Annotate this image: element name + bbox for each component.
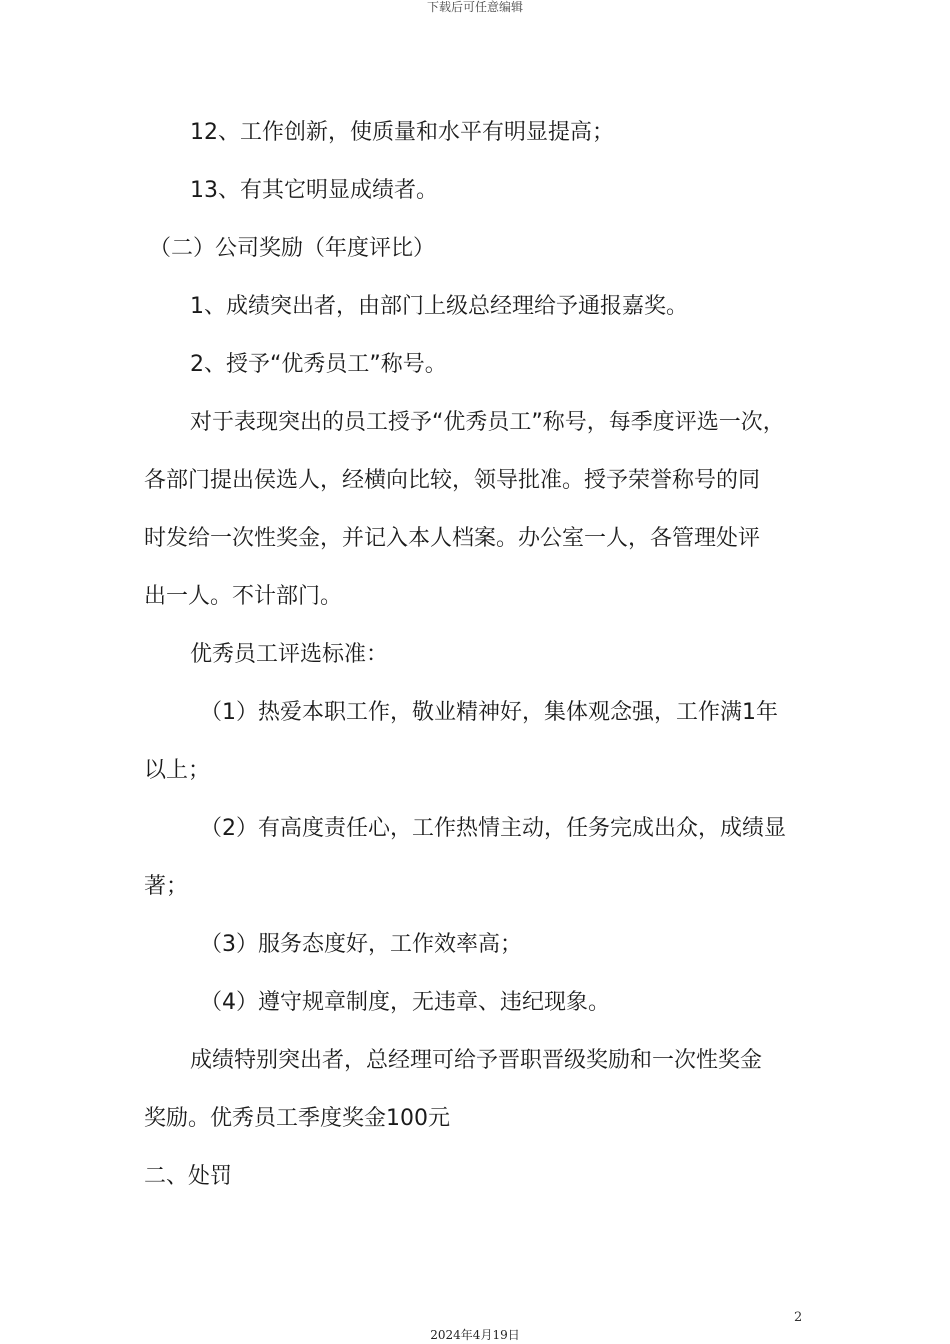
paragraph-line: 出一人。不计部门。 bbox=[144, 584, 343, 609]
criteria-item: （1）热爱本职工作，敬业精神好，集体观念强，工作满1年 bbox=[200, 700, 778, 725]
criteria-item: （3）服务态度好，工作效率高； bbox=[200, 932, 522, 957]
paragraph-line: 著； bbox=[144, 874, 189, 899]
paragraph-line: 以上； bbox=[144, 758, 211, 783]
paragraph-line: 1、成绩突出者，由部门上级总经理给予通报嘉奖。 bbox=[190, 294, 688, 319]
criteria-item: （2）有高度责任心，工作热情主动，任务完成出众，成绩显 bbox=[200, 816, 786, 841]
paragraph-line: 对于表现突出的员工授予“优秀员工”称号，每季度评选一次， bbox=[190, 410, 785, 435]
paragraph-line: 12、工作创新，使质量和水平有明显提高； bbox=[190, 120, 614, 145]
criteria-item: （4）遵守规章制度，无违章、违纪现象。 bbox=[200, 990, 610, 1015]
paragraph-line: 各部门提出侯选人，经横向比较，领导批准。授予荣誉称号的同 bbox=[144, 468, 761, 493]
paragraph-line: 奖励。优秀员工季度奖金100元 bbox=[144, 1106, 450, 1131]
section-heading: （二）公司奖励（年度评比） bbox=[149, 236, 436, 261]
paragraph-line: 时发给一次性奖金，并记入本人档案。办公室一人，各管理处评 bbox=[144, 526, 761, 551]
paragraph-line: 成绩特别突出者，总经理可给予晋职晋级奖励和一次性奖金 bbox=[190, 1048, 763, 1073]
paragraph-line: 优秀员工评选标准： bbox=[190, 642, 389, 667]
paragraph-line: 13、有其它明显成绩者。 bbox=[190, 178, 438, 203]
page-number: 2 bbox=[794, 1310, 803, 1325]
paragraph-line: 2、授予“优秀员工”称号。 bbox=[190, 352, 447, 377]
footer-date: 2024年4月19日 bbox=[430, 1328, 520, 1342]
section-heading: 二、处罚 bbox=[144, 1164, 233, 1189]
document-body bbox=[144, 104, 820, 1206]
page-header: 下载后可任意编辑 bbox=[426, 0, 523, 14]
